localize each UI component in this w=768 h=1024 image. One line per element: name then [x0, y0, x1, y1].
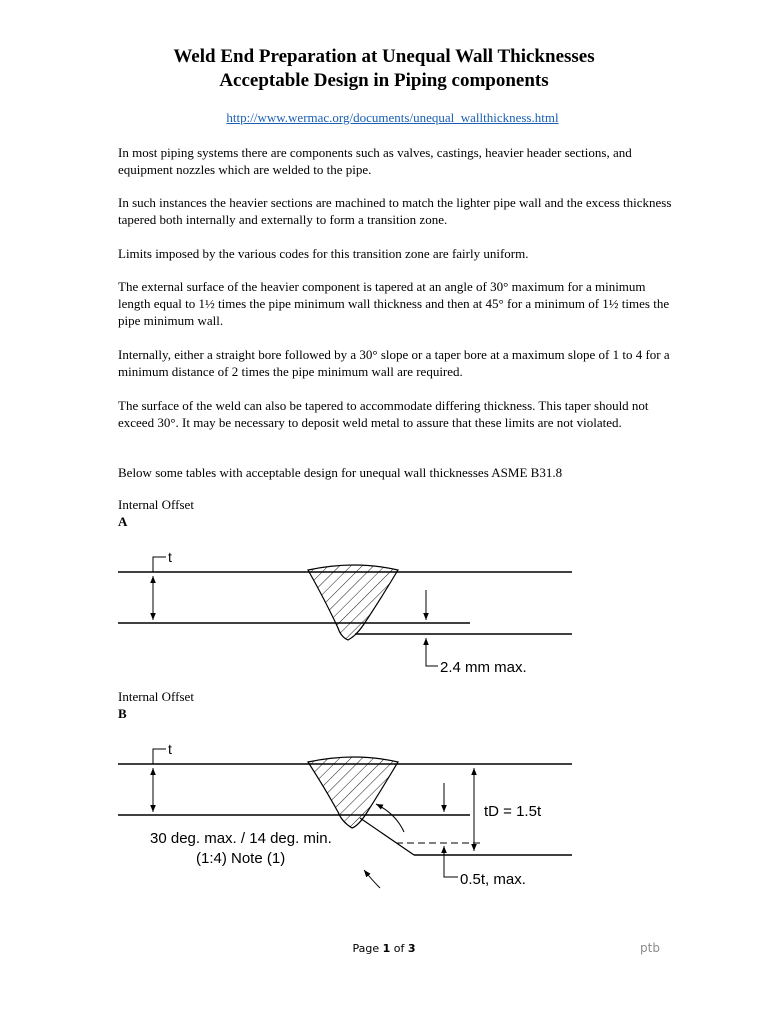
- figure-b-offset-leader: [444, 866, 458, 877]
- paragraph-5: Internally, either a straight bore followed by a 30° slope or a taper bore at a maximum slope of 1 to 4 for a minimum distance of 2 times the pipe minimum wall are required.: [118, 347, 670, 379]
- figure-b-angle-label: 30 deg. max. / 14 deg. min.: [150, 830, 332, 847]
- current-page-number: 1: [382, 942, 391, 955]
- figure-a-diagram: [0, 540, 768, 685]
- figure-a-t-leader: [153, 557, 166, 572]
- paragraph-6: The surface of the weld can also be tapered to accommodate differing thickness. This taper should not exceed 30°. It may be necessary to deposit weld metal to assure that these limits are not violated.: [118, 398, 649, 430]
- paragraph-7: Below some tables with acceptable design for unequal wall thicknesses ASME B31.8: [118, 465, 563, 480]
- figure-a-weld: [308, 565, 398, 640]
- figure-b-t-label: t: [168, 741, 172, 757]
- figure-b-caption: Internal Offset: [118, 689, 194, 704]
- figure-a-caption: Internal Offset: [118, 497, 194, 512]
- figure-b-letter: B: [118, 706, 127, 721]
- page-word: Page: [352, 942, 380, 955]
- figure-b-weld: [308, 757, 398, 828]
- figure-b-td-label: tD = 1.5t: [484, 803, 542, 820]
- total-page-count: 3: [407, 942, 416, 955]
- figure-b-angle-arc: [376, 804, 404, 832]
- figure-a-t-label: t: [168, 549, 172, 565]
- paragraph-4: The external surface of the heavier component is tapered at an angle of 30° maximum for a minimum length equal to 1½ times the pipe minimum wall thickness and then at 45° for a minimum of 1½ times the pipe minimum wall.: [118, 279, 670, 328]
- source-url-link[interactable]: http://www.wermac.org/documents/unequal_wallthickness.html: [226, 110, 559, 125]
- figure-b-taper-line: [360, 818, 414, 855]
- figure-b-t-leader: [153, 749, 166, 764]
- figure-a-offset-leader: [426, 660, 438, 666]
- paragraph-3: Limits imposed by the various codes for this transition zone are fairly uniform.: [118, 246, 529, 261]
- paragraph-1: In most piping systems there are components such as valves, castings, heavier header sections, and equipment nozzles which are welded to the pipe.: [118, 145, 632, 177]
- footer-brand-mark: ptb: [640, 941, 660, 955]
- paragraph-2: In such instances the heavier sections are machined to match the lighter pipe wall and the excess thickness tapered both internally and externally to form a transition zone.: [118, 195, 672, 227]
- figure-a-max-label: 2.4 mm max.: [440, 659, 527, 676]
- of-word: of: [393, 942, 405, 955]
- figure-a-letter: A: [118, 514, 128, 529]
- figure-b-diagram: [0, 735, 768, 895]
- figure-b-angle-pointer: [364, 870, 380, 888]
- document-title: Weld End Preparation at Unequal Wall Thicknesses: [173, 46, 595, 67]
- document-subtitle: Acceptable Design in Piping components: [219, 70, 549, 91]
- figure-b-note-label: (1:4) Note (1): [196, 850, 286, 867]
- figure-b-max-label: 0.5t, max.: [460, 871, 526, 888]
